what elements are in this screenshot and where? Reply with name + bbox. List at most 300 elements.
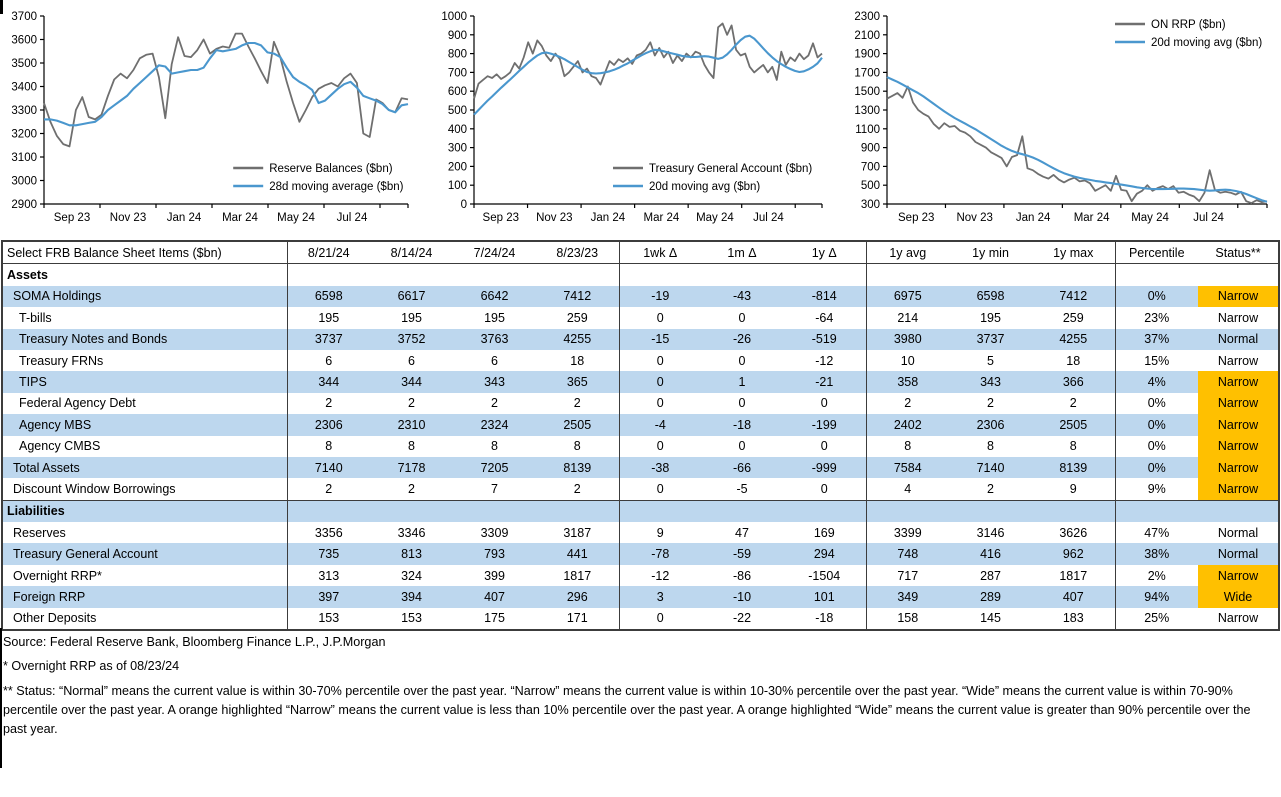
value-cell: 2 — [325, 396, 333, 411]
svg-text:1000: 1000 — [440, 11, 467, 23]
value-cell: 0 — [783, 478, 866, 500]
value-cell: 3309 — [480, 525, 509, 540]
value-cell: 169 — [783, 522, 866, 543]
row-label-cell: Reserves — [2, 522, 287, 543]
value-cell: 441 — [536, 543, 619, 564]
column-header: 7/24/24 — [453, 241, 536, 264]
value-cell: 15% — [1144, 353, 1170, 368]
value-cell — [370, 500, 453, 522]
value-cell: 6 — [491, 353, 498, 368]
value-cell: 813 — [370, 543, 453, 564]
table-row — [2, 478, 1279, 500]
column-header: 1y max — [1032, 241, 1115, 264]
value-cell: 195 — [318, 310, 340, 325]
value-cell: 0 — [783, 393, 866, 414]
value-cell: -21 — [783, 371, 866, 392]
svg-text:400: 400 — [447, 123, 467, 136]
value-cell: 3752 — [370, 329, 453, 350]
x-tick-label: Sep 23 — [898, 212, 935, 224]
value-cell: 47 — [735, 525, 749, 540]
value-cell: 7205 — [453, 457, 536, 478]
value-cell: 2 — [987, 396, 994, 411]
value-cell: 344 — [287, 371, 370, 392]
table-row — [2, 414, 1279, 435]
value-cell: 0 — [656, 310, 664, 325]
value-cell: 4% — [1115, 371, 1198, 392]
on-rrp-chart — [847, 4, 1277, 234]
status-cell: Narrow — [1198, 436, 1279, 457]
x-tick-label: Sep 23 — [482, 212, 519, 224]
svg-text:1900: 1900 — [854, 48, 880, 61]
value-cell: 2 — [987, 481, 994, 496]
svg-text:700: 700 — [860, 161, 880, 174]
value-cell: 8139 — [536, 457, 619, 478]
value-cell — [701, 500, 783, 522]
value-cell: 0 — [656, 353, 664, 368]
svg-text:3400: 3400 — [11, 81, 37, 94]
value-cell: -43 — [701, 286, 783, 307]
value-cell — [453, 500, 536, 522]
svg-text:900: 900 — [447, 29, 467, 42]
value-cell: 2 — [536, 393, 619, 414]
value-cell: 195 — [401, 310, 422, 325]
value-cell: 9 — [1032, 478, 1115, 500]
value-cell: 2 — [325, 481, 333, 496]
treasury-general-account-chart — [434, 4, 832, 234]
row-label-cell: Discount Window Borrowings — [2, 478, 287, 500]
value-cell: 397 — [287, 586, 370, 607]
value-cell: 25% — [1144, 611, 1170, 626]
value-cell: 6 — [325, 353, 333, 368]
value-cell — [1032, 500, 1115, 522]
value-cell: 793 — [453, 543, 536, 564]
value-cell: 3399 — [893, 525, 922, 540]
value-cell: 3187 — [536, 522, 619, 543]
value-cell: 0% — [1115, 286, 1198, 307]
value-cell: 7178 — [370, 457, 453, 478]
value-cell: 3737 — [287, 329, 370, 350]
legend-label: 28d moving average ($bn) — [269, 181, 404, 193]
row-label-cell: Assets — [2, 264, 287, 286]
x-tick-label: Nov 23 — [109, 212, 147, 224]
value-cell — [287, 264, 370, 286]
table-row — [2, 436, 1279, 457]
value-cell: 735 — [287, 543, 370, 564]
row-label-cell: Total Assets — [2, 457, 287, 478]
status-cell: Normal — [1198, 543, 1279, 564]
value-cell: -59 — [701, 543, 783, 564]
row-label-cell: Agency CMBS — [2, 436, 287, 457]
svg-text:3500: 3500 — [11, 58, 37, 70]
table-row — [2, 307, 1279, 328]
legend-label: ON RRP ($bn) — [1151, 19, 1226, 31]
value-cell: -814 — [783, 286, 866, 307]
status-cell: Narrow — [1198, 457, 1279, 478]
value-cell: 3 — [619, 586, 701, 607]
value-cell: 2324 — [453, 414, 536, 435]
row-label-cell: Treasury General Account — [2, 543, 287, 564]
value-cell: 7140 — [287, 457, 370, 478]
legend-label: 20d moving avg ($bn) — [1151, 37, 1263, 49]
value-cell: 9 — [656, 525, 664, 540]
value-cell: 358 — [866, 371, 949, 392]
value-cell: 183 — [1032, 608, 1115, 630]
window-edge-artifact-icon — [0, 0, 3, 14]
value-cell: -15 — [619, 329, 701, 350]
table-title-cell: Select FRB Balance Sheet Items ($bn) — [2, 241, 287, 264]
value-cell: 2 — [536, 478, 619, 500]
value-cell: 294 — [783, 543, 866, 564]
value-cell: 3737 — [949, 329, 1032, 350]
value-cell: 259 — [1032, 307, 1115, 328]
value-cell: 6598 — [949, 286, 1032, 307]
row-label-cell: SOMA Holdings — [2, 286, 287, 307]
value-cell: 6 — [408, 353, 415, 368]
value-cell: 2310 — [370, 414, 453, 435]
svg-text:3200: 3200 — [11, 128, 37, 141]
value-cell: 287 — [980, 568, 1001, 583]
table-row — [2, 286, 1279, 307]
value-cell: 9% — [1147, 481, 1166, 496]
value-cell: 4255 — [536, 329, 619, 350]
svg-text:3700: 3700 — [11, 11, 37, 23]
table-row — [2, 393, 1279, 414]
balance-sheet-table — [1, 240, 1280, 631]
value-cell: -1504 — [783, 565, 866, 586]
table-row — [2, 565, 1279, 586]
value-cell: 6642 — [453, 286, 536, 307]
value-cell: 4 — [904, 481, 912, 496]
column-header: 1m Δ — [701, 241, 783, 264]
value-cell — [1115, 264, 1198, 286]
value-cell: 2 — [904, 396, 912, 411]
value-cell: 2 — [491, 396, 498, 411]
value-cell: 8 — [325, 439, 333, 454]
table-row — [2, 350, 1279, 371]
value-cell: -38 — [619, 457, 701, 478]
svg-text:2900: 2900 — [11, 199, 37, 211]
value-cell: 8 — [536, 436, 619, 457]
status-cell: Narrow — [1198, 371, 1279, 392]
status-cell: Narrow — [1217, 353, 1259, 368]
column-header: 1y avg — [866, 241, 949, 264]
value-cell — [701, 264, 783, 286]
value-cell: -5 — [736, 481, 748, 496]
value-cell — [453, 264, 536, 286]
value-cell: -78 — [619, 543, 701, 564]
value-cell: -18 — [783, 608, 866, 630]
value-cell: 344 — [370, 371, 453, 392]
value-cell: -64 — [783, 307, 866, 328]
value-cell: -22 — [732, 611, 752, 626]
value-cell: 23% — [1144, 310, 1170, 325]
value-cell: 7412 — [1032, 286, 1115, 307]
value-cell: 214 — [897, 310, 919, 325]
x-tick-label: May 24 — [695, 212, 734, 224]
value-cell: -19 — [619, 286, 701, 307]
value-cell: 171 — [536, 608, 619, 630]
row-label-cell: TIPS — [2, 371, 287, 392]
svg-text:1100: 1100 — [855, 123, 880, 136]
svg-text:3000: 3000 — [11, 175, 37, 188]
svg-text:1300: 1300 — [854, 105, 880, 117]
x-tick-label: Jan 24 — [166, 212, 202, 224]
value-cell: 0% — [1147, 439, 1166, 454]
status-cell: Wide — [1198, 586, 1279, 607]
value-cell: 394 — [370, 586, 453, 607]
value-cell: 7584 — [866, 457, 949, 478]
value-cell: 158 — [897, 611, 919, 626]
value-cell: 10 — [900, 353, 915, 368]
value-cell: 324 — [401, 568, 422, 583]
status-cell: Narrow — [1217, 310, 1259, 325]
value-cell: 0 — [738, 396, 746, 411]
value-cell: 0 — [656, 439, 664, 454]
value-cell: 195 — [980, 310, 1001, 325]
value-cell: 416 — [949, 543, 1032, 564]
x-tick-label: Jul 24 — [336, 212, 368, 224]
value-cell — [783, 500, 866, 522]
row-label-cell: Overnight RRP* — [2, 565, 287, 586]
value-cell — [949, 500, 1032, 522]
value-cell: 365 — [536, 371, 619, 392]
value-cell — [949, 264, 1032, 286]
value-cell: 8 — [904, 439, 912, 454]
table-row — [2, 543, 1279, 564]
value-cell — [536, 500, 619, 522]
x-tick-label: Jan 24 — [1015, 212, 1051, 224]
value-cell: 145 — [980, 611, 1001, 626]
value-cell: 8 — [987, 439, 994, 454]
reserve-balances-chart — [4, 4, 418, 234]
svg-text:3600: 3600 — [11, 34, 37, 47]
value-cell: 3346 — [397, 525, 426, 540]
value-cell: 0 — [619, 371, 701, 392]
column-header: 8/14/24 — [370, 241, 453, 264]
column-header: 8/23/23 — [536, 241, 619, 264]
value-cell — [370, 264, 453, 286]
status-cell — [1198, 500, 1279, 522]
value-cell: 399 — [484, 568, 505, 583]
status-cell: Normal — [1217, 525, 1259, 540]
value-cell: 0% — [1115, 457, 1198, 478]
legend-label: Reserve Balances ($bn) — [269, 163, 393, 175]
table-row — [2, 371, 1279, 392]
value-cell: 366 — [1032, 371, 1115, 392]
on-rrp-series — [887, 87, 1267, 204]
value-cell: -4 — [619, 414, 701, 435]
value-cell — [783, 264, 866, 286]
value-cell: 2505 — [536, 414, 619, 435]
value-cell: 3626 — [1032, 522, 1115, 543]
svg-text:100: 100 — [447, 180, 467, 193]
value-cell: 153 — [401, 611, 422, 626]
value-cell: 0 — [783, 436, 866, 457]
legend-label: 20d moving avg ($bn) — [648, 181, 760, 193]
svg-text:200: 200 — [447, 161, 467, 174]
status-cell — [1198, 264, 1279, 286]
value-cell: 343 — [949, 371, 1032, 392]
svg-text:1500: 1500 — [854, 86, 880, 99]
table-row — [2, 329, 1279, 350]
value-cell — [866, 500, 949, 522]
svg-text:3100: 3100 — [11, 152, 37, 164]
value-cell: 0% — [1147, 396, 1166, 411]
svg-text:500: 500 — [447, 105, 467, 117]
value-cell: -18 — [701, 414, 783, 435]
value-cell: 0 — [656, 396, 664, 411]
value-cell — [536, 264, 619, 286]
value-cell: 1817 — [536, 565, 619, 586]
status-cell: Narrow — [1198, 286, 1279, 307]
svg-text:3300: 3300 — [11, 105, 37, 117]
value-cell: 717 — [897, 568, 919, 583]
value-cell: 0 — [656, 481, 664, 496]
value-cell: 6617 — [370, 286, 453, 307]
row-label-cell: Liabilities — [2, 500, 287, 522]
value-cell: 2 — [408, 396, 415, 411]
value-cell: 343 — [453, 371, 536, 392]
value-cell: 2505 — [1032, 414, 1115, 435]
value-cell: 94% — [1115, 586, 1198, 607]
value-cell: 1817 — [1032, 565, 1115, 586]
value-cell: 18 — [1032, 350, 1115, 371]
x-tick-label: May 24 — [1131, 212, 1169, 224]
value-cell: 8139 — [1032, 457, 1115, 478]
value-cell: 3763 — [453, 329, 536, 350]
status-cell: Narrow — [1198, 414, 1279, 435]
svg-text:300: 300 — [447, 142, 467, 155]
value-cell: 407 — [1032, 586, 1115, 607]
value-cell: 6975 — [866, 286, 949, 307]
value-cell: 38% — [1115, 543, 1198, 564]
column-header: 1y Δ — [783, 241, 866, 264]
value-cell: 5 — [987, 353, 994, 368]
value-cell: 2306 — [949, 414, 1032, 435]
value-cell: 37% — [1115, 329, 1198, 350]
footnote-overnight-rrp: * Overnight RRP as of 08/23/24 — [3, 659, 180, 674]
value-cell: 748 — [866, 543, 949, 564]
svg-text:0: 0 — [460, 199, 467, 211]
svg-text:1700: 1700 — [854, 67, 880, 80]
column-header: 8/21/24 — [287, 241, 370, 264]
row-label-cell: T-bills — [2, 307, 287, 328]
value-cell: 2402 — [866, 414, 949, 435]
row-label-cell: Agency MBS — [2, 414, 287, 435]
value-cell: 47% — [1144, 525, 1170, 540]
svg-text:800: 800 — [447, 48, 467, 61]
row-label-cell: Foreign RRP — [2, 586, 287, 607]
treasury-general-account-series — [474, 24, 822, 99]
value-cell: 259 — [536, 307, 619, 328]
value-cell: 296 — [536, 586, 619, 607]
svg-text:600: 600 — [447, 86, 467, 99]
column-header: 1wk Δ — [619, 241, 701, 264]
value-cell: 0 — [738, 310, 746, 325]
legend-label: Treasury General Account ($bn) — [648, 163, 812, 175]
value-cell: -86 — [732, 568, 752, 583]
svg-text:700: 700 — [447, 67, 467, 80]
value-cell: 0 — [656, 611, 664, 626]
column-header: Percentile — [1115, 241, 1198, 264]
row-label-cell: Treasury Notes and Bonds — [2, 329, 287, 350]
x-tick-label: Sep 23 — [53, 212, 91, 224]
value-cell — [619, 500, 701, 522]
svg-text:300: 300 — [860, 199, 880, 211]
value-cell: 2306 — [287, 414, 370, 435]
footer-notes — [3, 633, 1277, 744]
status-cell: Normal — [1198, 329, 1279, 350]
row-label-cell: Other Deposits — [2, 608, 287, 630]
x-tick-label: Mar 24 — [1073, 212, 1110, 224]
value-cell: 4255 — [1032, 329, 1115, 350]
value-cell: 8 — [491, 439, 498, 454]
x-tick-label: May 24 — [277, 212, 315, 224]
value-cell: 195 — [484, 310, 505, 325]
value-cell: 2% — [1147, 568, 1166, 583]
value-cell: 289 — [949, 586, 1032, 607]
charts-row — [4, 4, 1277, 234]
row-label-cell: Federal Agency Debt — [2, 393, 287, 414]
footnote-status-definition: ** Status: “Normal” means the current value is within 30-70% percentile over the past year. “Narrow” means the current value is within 10-30% percentile over the past year. “Wide” means the current value is within 70-90% percentile over the past year. A orange highlighted “Narrow” means the current value is less than 10% percentile over the past year. A orange highlighted “Wide” means the current value is greater than 90% percentile over the past year. — [3, 683, 1251, 737]
row-label-cell: Treasury FRNs — [2, 350, 287, 371]
value-cell: -26 — [701, 329, 783, 350]
on-rrp-series — [887, 77, 1267, 202]
value-cell: 407 — [453, 586, 536, 607]
column-header: 1y min — [949, 241, 1032, 264]
value-cell: 3146 — [976, 525, 1005, 540]
table-row — [2, 608, 1279, 630]
svg-text:2100: 2100 — [854, 29, 880, 42]
value-cell: 1 — [701, 371, 783, 392]
value-cell — [619, 264, 701, 286]
table-row — [2, 457, 1279, 478]
value-cell: 7140 — [949, 457, 1032, 478]
value-cell: 153 — [318, 611, 340, 626]
value-cell: 8 — [1032, 436, 1115, 457]
value-cell: -199 — [783, 414, 866, 435]
value-cell: 0 — [738, 439, 746, 454]
value-cell: 18 — [536, 350, 619, 371]
source-line: Source: Federal Reserve Bank, Bloomberg Finance L.P., J.P.Morgan — [3, 635, 386, 649]
x-tick-label: Jul 24 — [752, 212, 784, 224]
svg-text:500: 500 — [860, 180, 880, 193]
x-tick-label: Mar 24 — [222, 212, 258, 224]
value-cell — [287, 500, 370, 522]
window-edge-left — [0, 628, 2, 768]
x-tick-label: Mar 24 — [642, 212, 679, 224]
value-cell: 0% — [1115, 414, 1198, 435]
value-cell: -12 — [783, 350, 866, 371]
value-cell — [1032, 264, 1115, 286]
table-row — [2, 500, 1279, 522]
value-cell: 8 — [408, 439, 415, 454]
x-tick-label: Nov 23 — [535, 212, 573, 224]
value-cell: 0 — [738, 353, 746, 368]
column-header: Status** — [1198, 241, 1279, 264]
value-cell: 2 — [1032, 393, 1115, 414]
value-cell: -66 — [701, 457, 783, 478]
value-cell: -999 — [783, 457, 866, 478]
table-row — [2, 586, 1279, 607]
table-row — [2, 264, 1279, 286]
table-header-row — [2, 241, 1279, 264]
value-cell: 7 — [491, 481, 498, 496]
value-cell — [866, 264, 949, 286]
status-cell: Narrow — [1217, 611, 1259, 626]
value-cell: -12 — [651, 568, 670, 583]
value-cell: 349 — [866, 586, 949, 607]
